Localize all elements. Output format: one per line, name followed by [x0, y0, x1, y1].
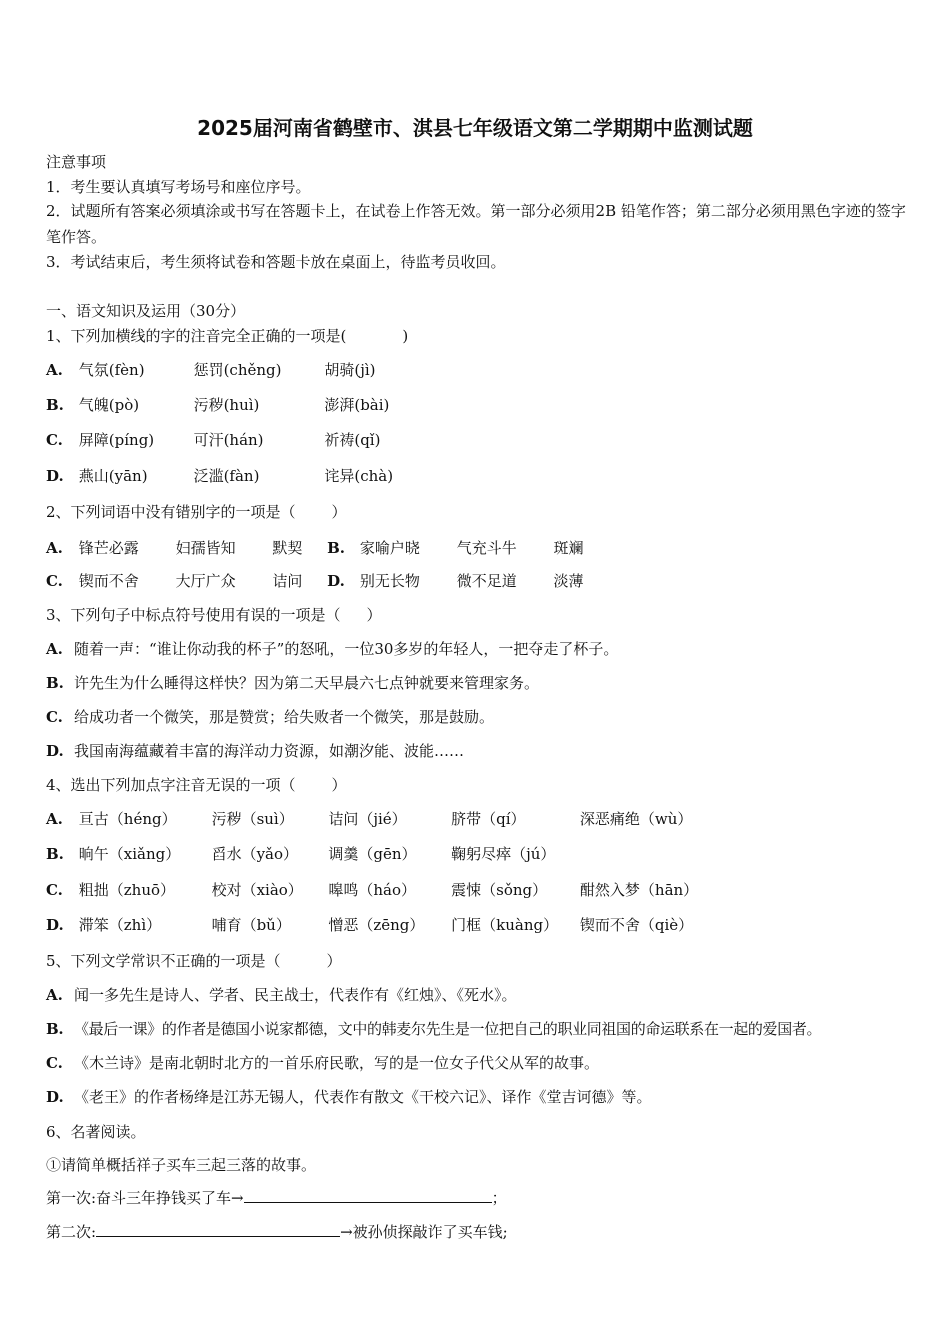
- q3-option-a: [46, 639, 618, 659]
- option-item: 淡薄: [553, 572, 584, 590]
- q3-option-c: [46, 707, 494, 727]
- option-item: 惩罚(chěng): [193, 361, 282, 379]
- notice-item-2: 2．试题所有答案必须填涂或书写在答题卡上，在试卷上作答无效。第一部分必须用2B 铅笔作答；第二部分必须用黑色字迹的签字笔作答。: [46, 202, 906, 246]
- option-item: 深恶痛绝（wù）: [579, 810, 693, 828]
- option-item: 调羹（gēn）: [328, 845, 417, 863]
- q6-second-line: [46, 1222, 508, 1242]
- option-item: 祈祷(qǐ): [324, 431, 381, 449]
- option-label: D.: [327, 572, 345, 590]
- q3-option-d: [46, 741, 464, 761]
- option-item: 脐带（qí）: [451, 810, 526, 828]
- option-label: B.: [327, 539, 346, 557]
- option-label: C.: [46, 881, 63, 899]
- option-item: 家喻户晓: [359, 539, 420, 557]
- q1-option-d: [46, 466, 393, 486]
- q1-option-c: [46, 430, 380, 450]
- option-text: 闻一多先生是诗人、学者、民主战士，代表作有《红烛》、《死水》。: [74, 986, 517, 1004]
- option-text: 《最后一课》的作者是德国小说家都德，文中的韩麦尔先生是一位把自己的职业同祖国的命运联系在一起的爱国者。: [74, 1020, 822, 1038]
- option-item: 气充斗牛: [456, 539, 517, 557]
- q5-stem: [46, 951, 342, 971]
- q2-row-ab: [46, 538, 583, 558]
- option-item: 诧异(chà): [324, 467, 394, 485]
- option-text: 随着一声：“谁让你动我的杯子”的怒吼，一位30多岁的年轻人，一把夺走了杯子。: [74, 640, 619, 658]
- option-item: 门框（kuàng）: [451, 916, 559, 934]
- q1-option-a: [46, 360, 376, 380]
- option-label: B.: [46, 845, 64, 863]
- option-item: 屏障(píng): [78, 431, 155, 449]
- option-item: 气魄(pò): [78, 396, 140, 414]
- q4-stem-text: 4、选出下列加点字注音无误的一项（: [46, 776, 296, 794]
- option-item: 滞笨（zhì）: [78, 916, 162, 934]
- option-item: 诘问（jié）: [328, 810, 407, 828]
- q5-option-a: [46, 985, 517, 1005]
- option-item: 斑斓: [553, 539, 584, 557]
- option-item: 微不足道: [456, 572, 517, 590]
- option-item: 锋芒必露: [78, 539, 139, 557]
- q5-stem-end: ）: [326, 952, 342, 970]
- q3-stem-text: 3、下列句子中标点符号使用有误的一项是（: [46, 606, 341, 624]
- option-item: 可汗(hán): [193, 431, 264, 449]
- option-text: 给成功者一个微笑，那是赞赏；给失败者一个微笑，那是鼓励。: [74, 708, 495, 726]
- q3-stem: [46, 605, 382, 625]
- option-item: 污秽(huì): [193, 396, 260, 414]
- option-item: 泛滥(fàn): [193, 467, 260, 485]
- option-item: 妇孺皆知: [175, 539, 236, 557]
- notice-item-1: 1．考生要认真填写考场号和座位序号。: [46, 178, 311, 196]
- option-item: 震悚（sǒng）: [451, 881, 548, 899]
- option-item: 澎湃(bài): [324, 396, 390, 414]
- q4-option-a: [46, 809, 692, 829]
- q6-first-line: [46, 1188, 507, 1208]
- option-text: 《老王》的作者杨绛是江苏无锡人，代表作有散文《干校六记》、译作《堂吉诃德》等。: [74, 1088, 652, 1106]
- q4-option-b: [46, 844, 555, 864]
- page-title: 2025届河南省鹤壁市、淇县七年级语文第二学期期中监测试题: [197, 116, 753, 140]
- option-text: 许先生为什么睡得这样快？因为第二天早晨六七点钟就要来管理家务。: [74, 674, 540, 692]
- option-label: D.: [46, 916, 64, 934]
- option-text: 《木兰诗》是南北朝时北方的一首乐府民歌，写的是一位女子代父从军的故事。: [74, 1054, 600, 1072]
- option-item: 燕山(yān): [78, 467, 148, 485]
- option-item: 哺育（bǔ）: [211, 916, 291, 934]
- q6-first-prefix: 第一次:奋斗三年挣钱买了车→: [46, 1189, 244, 1207]
- q1-option-b: [46, 395, 389, 415]
- q2-stem: [46, 502, 347, 522]
- q1-stem-text: 1、下列加横线的字的注音完全正确的一项是(: [46, 327, 347, 345]
- q2-row-cd: [46, 571, 583, 591]
- option-label: D.: [46, 1088, 64, 1106]
- q5-option-b: [46, 1019, 821, 1039]
- option-item: 舀水（yǎo）: [211, 845, 299, 863]
- q4-option-d: [46, 915, 693, 935]
- option-label: A.: [46, 361, 63, 379]
- option-item: 酣然入梦（hān）: [579, 881, 699, 899]
- q5-option-c: [46, 1053, 599, 1073]
- answer-blank[interactable]: [244, 1188, 492, 1203]
- q6-second-prefix: 第二次:: [46, 1223, 97, 1241]
- option-label: D.: [46, 467, 64, 485]
- section-heading: 一、语文知识及运用（30分）: [46, 302, 246, 320]
- option-item: 锲而不舍（qiè）: [579, 916, 694, 934]
- q5-option-d: [46, 1087, 652, 1107]
- option-item: 校对（xiào）: [211, 881, 303, 899]
- q4-stem: [46, 775, 347, 795]
- option-label: B.: [46, 1020, 64, 1038]
- q4-option-c: [46, 880, 698, 900]
- q3-stem-end: ）: [366, 606, 382, 624]
- option-label: C.: [46, 431, 63, 449]
- q1-stem-end: ): [402, 327, 409, 345]
- option-item: 憎恶（zēng）: [328, 916, 425, 934]
- option-label: A.: [46, 810, 63, 828]
- option-label: B.: [46, 396, 64, 414]
- q6-stem: 6、名著阅读。: [46, 1123, 146, 1141]
- option-item: 亘古（héng）: [78, 810, 177, 828]
- option-item: 晌午（xiǎng）: [78, 845, 181, 863]
- option-item: 胡骑(jì): [324, 361, 376, 379]
- q2-stem-end: ）: [331, 503, 347, 521]
- option-label: C.: [46, 572, 63, 590]
- q6-first-suffix: ；: [491, 1189, 507, 1207]
- option-item: 锲而不舍: [78, 572, 139, 590]
- q4-stem-end: ）: [331, 776, 347, 794]
- option-text: 我国南海蕴藏着丰富的海洋动力资源，如潮汐能、波能……: [74, 742, 465, 760]
- option-item: 大厅广众: [175, 572, 236, 590]
- q6-second-suffix: →被孙侦探敲诈了买车钱;: [340, 1223, 508, 1241]
- option-item: 污秽（suì）: [211, 810, 294, 828]
- option-label: C.: [46, 708, 63, 726]
- option-item: 嗥鸣（háo）: [328, 881, 416, 899]
- option-label: D.: [46, 742, 64, 760]
- option-label: A.: [46, 986, 63, 1004]
- option-item: 别无长物: [359, 572, 420, 590]
- q3-option-b: [46, 673, 539, 693]
- q1-stem: [46, 326, 408, 346]
- q6-sub1: ①请简单概括祥子买车三起三落的故事。: [46, 1156, 317, 1174]
- option-label: C.: [46, 1054, 63, 1072]
- q5-stem-text: 5、下列文学常识不正确的一项是（: [46, 952, 281, 970]
- option-label: A.: [46, 640, 63, 658]
- notice-item-3: 3．考试结束后，考生须将试卷和答题卡放在桌面上，待监考员收回。: [46, 253, 506, 271]
- option-item: 粗拙（zhuō）: [78, 881, 176, 899]
- option-item: 气氛(fèn): [78, 361, 145, 379]
- option-item: 诘问: [272, 572, 303, 590]
- q2-stem-text: 2、下列词语中没有错别字的一项是（: [46, 503, 296, 521]
- option-label: A.: [46, 539, 63, 557]
- option-item: 默契: [272, 539, 303, 557]
- option-label: B.: [46, 674, 64, 692]
- option-item: 鞠躬尽瘁（jú）: [451, 845, 556, 863]
- notice-heading: 注意事项: [46, 153, 107, 171]
- answer-blank[interactable]: [96, 1222, 340, 1237]
